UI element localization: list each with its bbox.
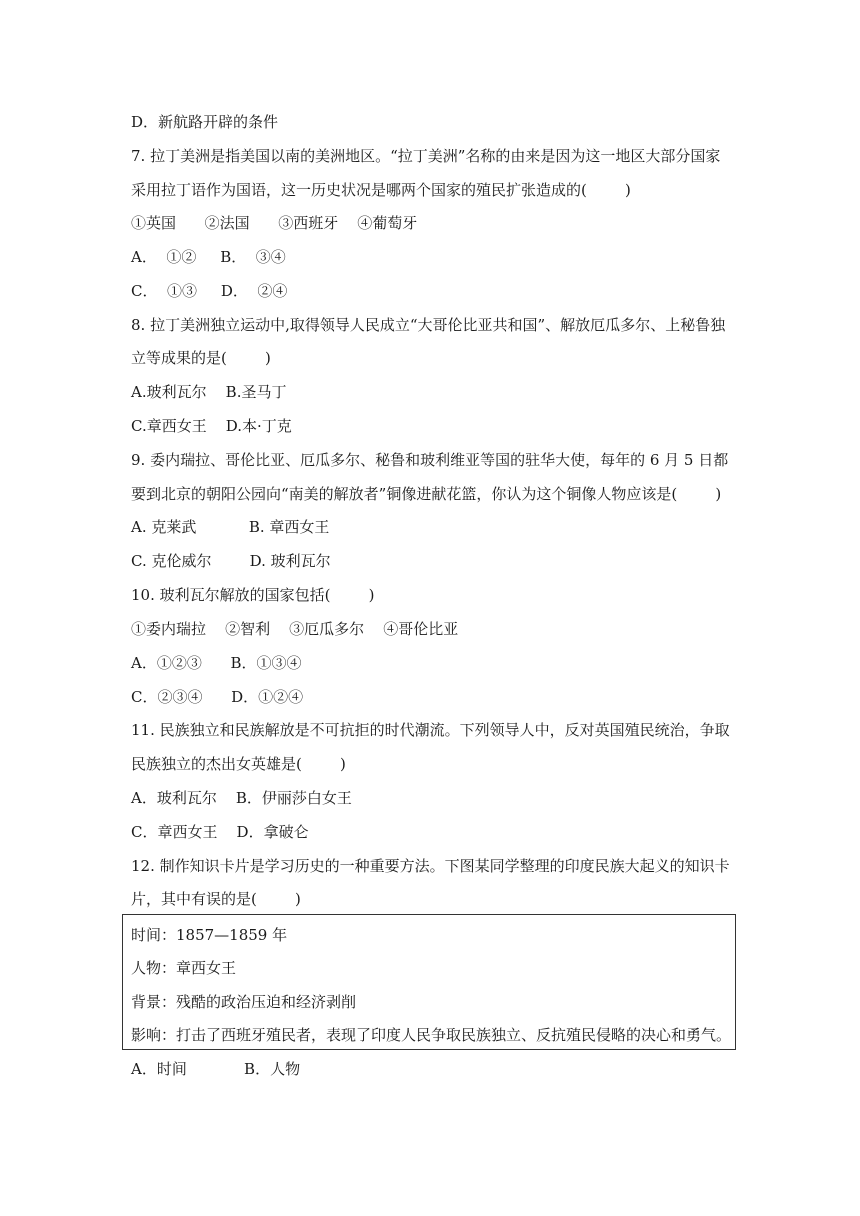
question-8-line-2: 立等成果的是( ) bbox=[131, 349, 271, 367]
card-person: 人物：章西女王 bbox=[131, 959, 237, 977]
question-7-options-cd: C． ①③ D． ②④ bbox=[131, 282, 288, 300]
question-11-line-1: 11. 民族独立和民族解放是不可抗拒的时代潮流。下列领导人中，反对英国殖民统治，争取 bbox=[131, 721, 730, 739]
card-background: 背景：残酷的政治压迫和经济剥削 bbox=[131, 993, 357, 1011]
question-9-options-cd: C. 克伦威尔 D. 玻利瓦尔 bbox=[131, 552, 331, 570]
question-8-options-cd: C.章西女王 D.本·丁克 bbox=[131, 417, 292, 435]
question-10-options-ab: A．①②③ B．①③④ bbox=[131, 654, 302, 672]
question-11-line-2: 民族独立的杰出女英雄是( ) bbox=[131, 755, 346, 773]
question-7-line-1: 7. 拉丁美洲是指美国以南的美洲地区。“拉丁美洲”名称的由来是因为这一地区大部分国家 bbox=[131, 147, 721, 165]
question-9-line-2: 要到北京的朝阳公园向“南美的解放者”铜像进献花篮，你认为这个铜像人物应该是( ) bbox=[131, 485, 722, 503]
question-11-options-ab: A．玻利瓦尔 B．伊丽莎白女王 bbox=[131, 789, 352, 807]
card-time: 时间：1857—1859 年 bbox=[131, 926, 288, 944]
question-9-line-1: 9. 委内瑞拉、哥伦比亚、厄瓜多尔、秘鲁和玻利维亚等国的驻华大使，每年的 6 月 5 日都 bbox=[131, 451, 729, 469]
question-8-line-1: 8. 拉丁美洲独立运动中,取得领导人民成立“大哥伦比亚共和国”、解放厄瓜多尔、上秘鲁独 bbox=[131, 316, 726, 334]
question-10-items: ①委内瑞拉 ②智利 ③厄瓜多尔 ④哥伦比亚 bbox=[131, 620, 459, 638]
question-8-options-ab: A.玻利瓦尔 B.圣马丁 bbox=[131, 383, 287, 401]
option-d-q6: D．新航路开辟的条件 bbox=[131, 113, 279, 131]
question-7-items: ①英国 ②法国 ③西班牙 ④葡萄牙 bbox=[131, 214, 418, 232]
card-impact: 影响：打击了西班牙殖民者，表现了印度人民争取民族独立、反抗殖民侵略的决心和勇气。 bbox=[131, 1026, 732, 1044]
question-10-line-1: 10. 玻利瓦尔解放的国家包括( ) bbox=[131, 586, 375, 604]
question-9-options-ab: A. 克莱武 B. 章西女王 bbox=[131, 518, 330, 536]
question-12-line-2: 片，其中有误的是( ) bbox=[131, 890, 301, 908]
question-10-options-cd: C．②③④ D．①②④ bbox=[131, 688, 304, 706]
question-7-line-2: 采用拉丁语作为国语，这一历史状况是哪两个国家的殖民扩张造成的( ) bbox=[131, 181, 631, 199]
knowledge-card bbox=[122, 914, 736, 1050]
question-12-options-ab: A．时间 B．人物 bbox=[131, 1060, 301, 1078]
question-12-line-1: 12. 制作知识卡片是学习历史的一种重要方法。下图某同学整理的印度民族大起义的知识卡 bbox=[131, 857, 730, 875]
question-7-options-ab: A． ①② B． ③④ bbox=[131, 248, 286, 266]
question-11-options-cd: C．章西女王 D．拿破仑 bbox=[131, 823, 309, 841]
